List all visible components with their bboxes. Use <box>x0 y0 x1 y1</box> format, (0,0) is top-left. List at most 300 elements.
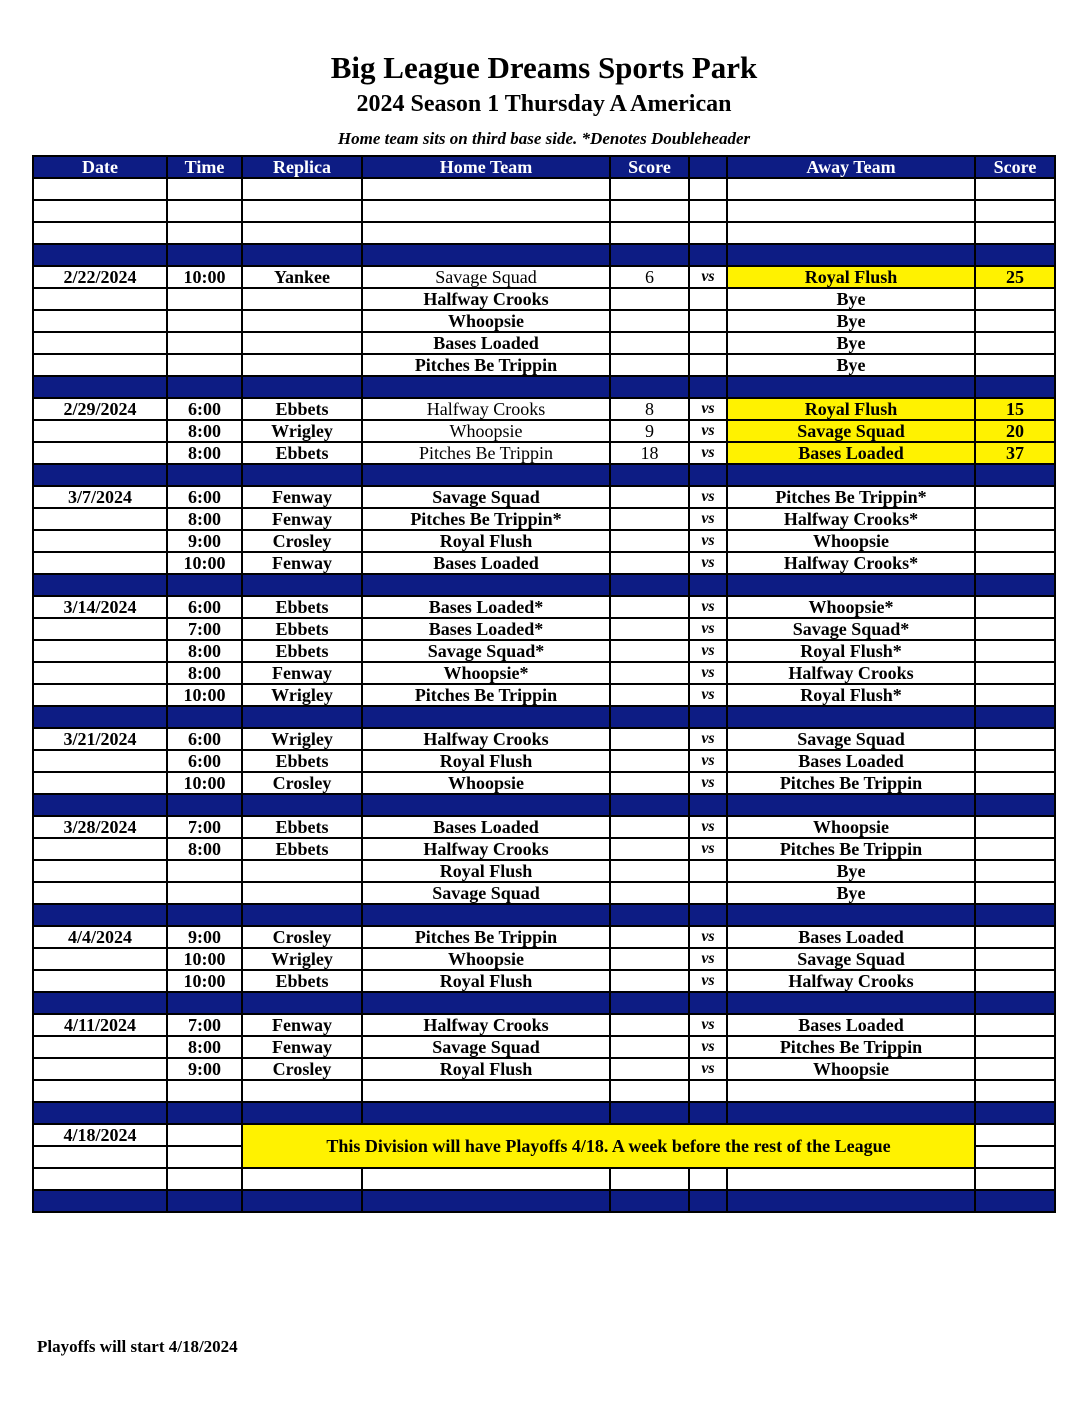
separator-cell <box>362 706 610 728</box>
separator-cell <box>975 706 1055 728</box>
date-cell <box>33 288 167 310</box>
game-row <box>33 266 1055 288</box>
away-team-cell: Bases Loaded <box>727 926 975 948</box>
time-cell <box>167 1080 242 1102</box>
replica-cell: Yankee <box>242 266 362 288</box>
date-cell: 4/18/2024 <box>33 1124 167 1146</box>
time-cell: 10:00 <box>167 552 242 574</box>
header-home-score: Score <box>610 156 689 178</box>
away-score-cell <box>975 926 1055 948</box>
game-row <box>33 772 1055 794</box>
replica-cell <box>242 288 362 310</box>
game-row <box>33 508 1055 530</box>
date-cell <box>33 684 167 706</box>
time-cell: 9:00 <box>167 1058 242 1080</box>
separator-cell <box>975 464 1055 486</box>
time-cell: 7:00 <box>167 1014 242 1036</box>
home-team-cell: Savage Squad <box>362 486 610 508</box>
away-score-cell <box>975 332 1055 354</box>
header-date: Date <box>33 156 167 178</box>
game-row <box>33 860 1055 882</box>
away-team-cell: Royal Flush <box>727 398 975 420</box>
separator-cell <box>242 574 362 596</box>
replica-cell: Fenway <box>242 486 362 508</box>
separator-row <box>33 1190 1055 1212</box>
game-row <box>33 1036 1055 1058</box>
separator-row <box>33 244 1055 266</box>
game-row <box>33 354 1055 376</box>
away-score-cell <box>975 772 1055 794</box>
home-team-cell: Whoopsie <box>362 772 610 794</box>
away-score-cell <box>975 816 1055 838</box>
home-score-cell <box>610 530 689 552</box>
away-team-cell: Savage Squad <box>727 728 975 750</box>
game-row <box>33 926 1055 948</box>
home-team-cell: Whoopsie <box>362 948 610 970</box>
date-cell <box>33 750 167 772</box>
away-score-cell <box>975 684 1055 706</box>
home-score-cell <box>610 1058 689 1080</box>
away-team-cell: Royal Flush <box>727 266 975 288</box>
game-row <box>33 442 1055 464</box>
home-score-cell <box>610 288 689 310</box>
separator-cell <box>689 1102 727 1124</box>
separator-cell <box>727 464 975 486</box>
game-row <box>33 420 1055 442</box>
vs-cell <box>689 332 727 354</box>
header-row <box>33 156 1055 178</box>
game-row <box>33 332 1055 354</box>
home-team-cell: Halfway Crooks <box>362 288 610 310</box>
separator-row <box>33 376 1055 398</box>
vs-cell: vs <box>689 266 727 288</box>
home-score-cell <box>610 310 689 332</box>
time-cell <box>167 882 242 904</box>
game-row <box>33 970 1055 992</box>
away-team-cell: Savage Squad <box>727 420 975 442</box>
separator-cell <box>610 992 689 1014</box>
replica-cell: Wrigley <box>242 684 362 706</box>
separator-cell <box>975 574 1055 596</box>
away-team-cell: Bye <box>727 288 975 310</box>
home-score-cell <box>610 354 689 376</box>
replica-cell: Ebbets <box>242 838 362 860</box>
header-time: Time <box>167 156 242 178</box>
date-cell <box>33 442 167 464</box>
away-score-cell <box>975 948 1055 970</box>
vs-cell: vs <box>689 398 727 420</box>
replica-cell <box>242 882 362 904</box>
home-team-cell: Whoopsie* <box>362 662 610 684</box>
game-row <box>33 684 1055 706</box>
vs-cell: vs <box>689 750 727 772</box>
date-cell: 3/14/2024 <box>33 596 167 618</box>
time-cell: 10:00 <box>167 684 242 706</box>
away-score-cell <box>975 530 1055 552</box>
date-cell <box>33 662 167 684</box>
blank-cell <box>727 1168 975 1190</box>
away-score-cell: 20 <box>975 420 1055 442</box>
home-score-cell <box>610 508 689 530</box>
game-row <box>33 310 1055 332</box>
separator-row <box>33 1102 1055 1124</box>
vs-cell <box>689 860 727 882</box>
date-cell <box>33 508 167 530</box>
header-away-score: Score <box>975 156 1055 178</box>
vs-cell: vs <box>689 728 727 750</box>
time-cell <box>167 1124 242 1146</box>
time-cell: 6:00 <box>167 486 242 508</box>
vs-cell: vs <box>689 970 727 992</box>
separator-cell <box>362 992 610 1014</box>
game-row <box>33 1058 1055 1080</box>
separator-cell <box>33 992 167 1014</box>
vs-cell: vs <box>689 772 727 794</box>
separator-cell <box>727 1190 975 1212</box>
playoffs-row <box>33 1124 1055 1146</box>
separator-cell <box>689 574 727 596</box>
vs-cell: vs <box>689 552 727 574</box>
separator-cell <box>242 1190 362 1212</box>
home-team-cell: Royal Flush <box>362 860 610 882</box>
separator-cell <box>33 464 167 486</box>
away-score-cell <box>975 1058 1055 1080</box>
vs-cell: vs <box>689 596 727 618</box>
game-row <box>33 728 1055 750</box>
schedule-table <box>32 155 1056 1213</box>
separator-cell <box>167 464 242 486</box>
away-score-cell <box>975 1014 1055 1036</box>
home-team-cell: Savage Squad <box>362 1036 610 1058</box>
replica-cell: Ebbets <box>242 596 362 618</box>
header-away-team: Away Team <box>727 156 975 178</box>
separator-cell <box>727 992 975 1014</box>
home-score-cell <box>610 486 689 508</box>
vs-cell: vs <box>689 508 727 530</box>
away-team-cell: Bye <box>727 354 975 376</box>
separator-cell <box>610 574 689 596</box>
away-score-cell <box>975 310 1055 332</box>
separator-cell <box>33 794 167 816</box>
time-cell: 8:00 <box>167 838 242 860</box>
date-cell <box>33 860 167 882</box>
away-team-cell: Halfway Crooks* <box>727 552 975 574</box>
date-cell: 2/29/2024 <box>33 398 167 420</box>
time-cell: 9:00 <box>167 926 242 948</box>
home-team-cell: Pitches Be Trippin <box>362 354 610 376</box>
date-cell <box>33 354 167 376</box>
vs-cell <box>689 1080 727 1102</box>
separator-cell <box>727 376 975 398</box>
home-team-cell: Royal Flush <box>362 750 610 772</box>
blank-row <box>33 178 1055 200</box>
vs-cell: vs <box>689 684 727 706</box>
separator-cell <box>362 904 610 926</box>
separator-cell <box>689 794 727 816</box>
home-team-cell: Whoopsie <box>362 310 610 332</box>
home-team-cell: Bases Loaded <box>362 816 610 838</box>
separator-cell <box>610 464 689 486</box>
home-team-cell: Bases Loaded <box>362 552 610 574</box>
replica-cell <box>242 354 362 376</box>
separator-cell <box>362 464 610 486</box>
away-team-cell: Savage Squad <box>727 948 975 970</box>
vs-cell: vs <box>689 640 727 662</box>
away-score-cell <box>975 838 1055 860</box>
date-cell <box>33 772 167 794</box>
separator-cell <box>975 1190 1055 1212</box>
home-score-cell: 6 <box>610 266 689 288</box>
separator-cell <box>242 706 362 728</box>
vs-cell: vs <box>689 420 727 442</box>
home-team-cell: Bases Loaded* <box>362 618 610 640</box>
replica-cell <box>242 310 362 332</box>
date-cell: 2/22/2024 <box>33 266 167 288</box>
home-score-cell <box>610 728 689 750</box>
home-team-cell: Halfway Crooks <box>362 398 610 420</box>
home-team-cell: Savage Squad* <box>362 640 610 662</box>
vs-cell <box>689 882 727 904</box>
date-cell: 3/28/2024 <box>33 816 167 838</box>
home-score-cell <box>610 948 689 970</box>
date-cell: 3/7/2024 <box>33 486 167 508</box>
separator-cell <box>689 904 727 926</box>
away-score-cell <box>975 486 1055 508</box>
replica-cell: Ebbets <box>242 970 362 992</box>
away-team-cell: Pitches Be Trippin <box>727 1036 975 1058</box>
date-cell <box>33 420 167 442</box>
separator-cell <box>167 1190 242 1212</box>
replica-cell: Ebbets <box>242 816 362 838</box>
separator-cell <box>689 706 727 728</box>
home-score-cell <box>610 618 689 640</box>
page-subtitle: 2024 Season 1 Thursday A American <box>356 91 732 117</box>
game-row <box>33 816 1055 838</box>
home-team-cell: Halfway Crooks <box>362 728 610 750</box>
date-cell <box>33 332 167 354</box>
home-score-cell <box>610 970 689 992</box>
home-score-cell <box>610 926 689 948</box>
home-score-cell <box>610 640 689 662</box>
away-score-cell <box>975 750 1055 772</box>
date-cell <box>33 618 167 640</box>
away-score-cell <box>975 1124 1055 1146</box>
home-score-cell <box>610 552 689 574</box>
separator-row <box>33 574 1055 596</box>
date-cell <box>33 640 167 662</box>
separator-cell <box>362 1102 610 1124</box>
separator-cell <box>362 574 610 596</box>
home-team-cell: Savage Squad <box>362 266 610 288</box>
separator-cell <box>610 706 689 728</box>
home-score-cell <box>610 816 689 838</box>
separator-cell <box>33 706 167 728</box>
time-cell <box>167 332 242 354</box>
time-cell: 10:00 <box>167 970 242 992</box>
away-team-cell: Whoopsie <box>727 530 975 552</box>
away-score-cell <box>975 662 1055 684</box>
replica-cell: Fenway <box>242 508 362 530</box>
replica-cell: Fenway <box>242 662 362 684</box>
home-team-cell <box>362 1080 610 1102</box>
separator-cell <box>362 1190 610 1212</box>
date-cell <box>33 838 167 860</box>
away-team-cell: Halfway Crooks <box>727 662 975 684</box>
separator-cell <box>242 464 362 486</box>
game-row <box>33 552 1055 574</box>
replica-cell: Ebbets <box>242 618 362 640</box>
home-team-cell: Halfway Crooks <box>362 838 610 860</box>
separator-cell <box>242 992 362 1014</box>
away-team-cell: Pitches Be Trippin* <box>727 486 975 508</box>
home-team-cell: Whoopsie <box>362 420 610 442</box>
replica-cell: Crosley <box>242 1058 362 1080</box>
blank-cell <box>362 1168 610 1190</box>
replica-cell <box>242 332 362 354</box>
away-team-cell: Bye <box>727 860 975 882</box>
game-row <box>33 1080 1055 1102</box>
away-score-cell: 15 <box>975 398 1055 420</box>
separator-cell <box>727 706 975 728</box>
away-score-cell <box>975 882 1055 904</box>
away-score-cell <box>975 728 1055 750</box>
replica-cell: Ebbets <box>242 750 362 772</box>
home-score-cell: 9 <box>610 420 689 442</box>
separator-cell <box>610 794 689 816</box>
vs-cell: vs <box>689 1014 727 1036</box>
time-cell <box>167 310 242 332</box>
date-cell <box>33 970 167 992</box>
footer-note: Playoffs will start 4/18/2024 <box>37 1337 238 1356</box>
away-score-cell <box>975 508 1055 530</box>
home-score-cell <box>610 1014 689 1036</box>
separator-cell <box>167 1102 242 1124</box>
separator-cell <box>242 376 362 398</box>
game-row <box>33 530 1055 552</box>
vs-cell: vs <box>689 816 727 838</box>
away-team-cell: Bye <box>727 332 975 354</box>
home-score-cell <box>610 772 689 794</box>
game-row <box>33 288 1055 310</box>
separator-row <box>33 464 1055 486</box>
separator-cell <box>975 904 1055 926</box>
date-cell <box>33 530 167 552</box>
separator-cell <box>33 574 167 596</box>
away-score-cell <box>975 552 1055 574</box>
blank-row <box>33 222 1055 244</box>
vs-cell: vs <box>689 618 727 640</box>
date-cell <box>33 1146 167 1168</box>
away-score-cell: 25 <box>975 266 1055 288</box>
time-cell: 8:00 <box>167 442 242 464</box>
home-team-cell: Royal Flush <box>362 970 610 992</box>
separator-cell <box>610 904 689 926</box>
separator-cell <box>242 794 362 816</box>
home-team-cell: Pitches Be Trippin <box>362 926 610 948</box>
blank-cell <box>167 1168 242 1190</box>
time-cell: 8:00 <box>167 1036 242 1058</box>
date-cell <box>33 310 167 332</box>
home-team-cell: Pitches Be Trippin <box>362 442 610 464</box>
away-team-cell: Pitches Be Trippin <box>727 838 975 860</box>
game-row <box>33 838 1055 860</box>
separator-row <box>33 794 1055 816</box>
away-score-cell <box>975 1080 1055 1102</box>
separator-cell <box>167 992 242 1014</box>
blank-cell <box>975 1168 1055 1190</box>
vs-cell <box>689 354 727 376</box>
away-score-cell <box>975 618 1055 640</box>
separator-cell <box>727 794 975 816</box>
time-cell: 8:00 <box>167 508 242 530</box>
home-team-cell: Royal Flush <box>362 530 610 552</box>
home-score-cell <box>610 596 689 618</box>
away-score-cell <box>975 596 1055 618</box>
home-team-cell: Pitches Be Trippin* <box>362 508 610 530</box>
vs-cell: vs <box>689 530 727 552</box>
separator-cell <box>727 1102 975 1124</box>
away-score-cell <box>975 354 1055 376</box>
replica-cell: Ebbets <box>242 442 362 464</box>
time-cell: 10:00 <box>167 948 242 970</box>
away-team-cell: Whoopsie <box>727 816 975 838</box>
away-team-cell <box>727 1080 975 1102</box>
blank-row <box>33 1168 1055 1190</box>
away-team-cell: Whoopsie* <box>727 596 975 618</box>
blank-row <box>33 200 1055 222</box>
time-cell: 8:00 <box>167 662 242 684</box>
header-home-team: Home Team <box>362 156 610 178</box>
separator-cell <box>727 574 975 596</box>
time-cell: 6:00 <box>167 750 242 772</box>
date-cell <box>33 1058 167 1080</box>
separator-row <box>33 992 1055 1014</box>
date-cell <box>33 948 167 970</box>
separator-cell <box>610 376 689 398</box>
date-cell: 4/11/2024 <box>33 1014 167 1036</box>
away-score-cell <box>975 288 1055 310</box>
away-team-cell: Halfway Crooks <box>727 970 975 992</box>
away-team-cell: Bases Loaded <box>727 750 975 772</box>
time-cell: 6:00 <box>167 728 242 750</box>
blank-cell <box>242 1168 362 1190</box>
home-team-cell: Bases Loaded* <box>362 596 610 618</box>
header-vs <box>689 156 727 178</box>
replica-cell <box>242 860 362 882</box>
replica-cell: Ebbets <box>242 398 362 420</box>
away-team-cell: Bye <box>727 310 975 332</box>
separator-cell <box>167 574 242 596</box>
home-score-cell <box>610 860 689 882</box>
replica-cell: Wrigley <box>242 728 362 750</box>
separator-cell <box>167 794 242 816</box>
home-team-cell: Bases Loaded <box>362 332 610 354</box>
separator-cell <box>689 464 727 486</box>
time-cell: 8:00 <box>167 420 242 442</box>
separator-cell <box>362 376 610 398</box>
page-title: Big League Dreams Sports Park <box>330 50 758 85</box>
away-team-cell: Pitches Be Trippin <box>727 772 975 794</box>
separator-cell <box>33 1190 167 1212</box>
time-cell: 6:00 <box>167 596 242 618</box>
time-cell: 6:00 <box>167 398 242 420</box>
separator-cell <box>975 1102 1055 1124</box>
home-score-cell <box>610 332 689 354</box>
game-row <box>33 596 1055 618</box>
separator-cell <box>242 1102 362 1124</box>
home-team-cell: Pitches Be Trippin <box>362 684 610 706</box>
game-row <box>33 398 1055 420</box>
